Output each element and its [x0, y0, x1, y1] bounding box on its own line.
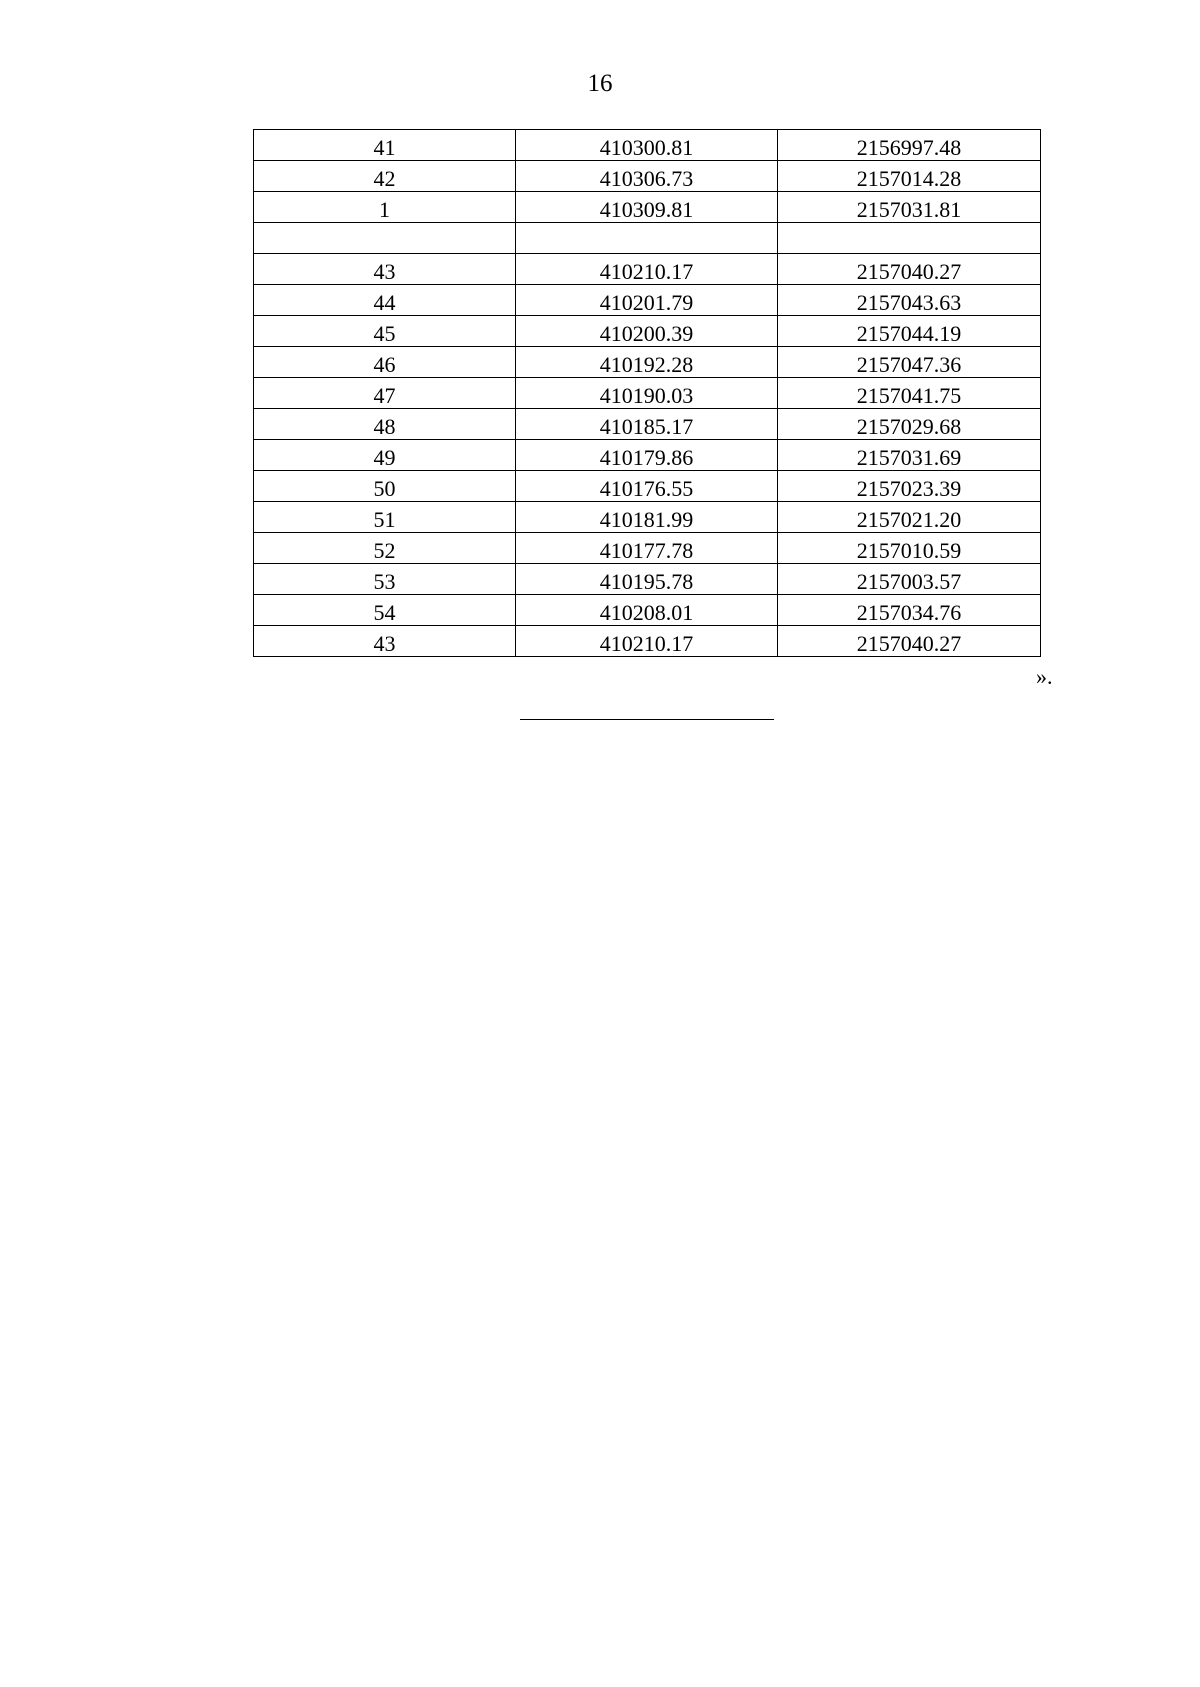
- table-row: [254, 130, 1041, 161]
- y-coordinate-cell: 2157021.20: [778, 502, 1041, 533]
- coordinates-table-body: [254, 130, 1041, 657]
- x-coordinate-cell: 410210.17: [516, 626, 778, 657]
- y-coordinate-cell: 2157003.57: [778, 564, 1041, 595]
- separator-line: [520, 719, 774, 720]
- y-coordinate-cell: 2157034.76: [778, 595, 1041, 626]
- x-coordinate-cell: 410176.55: [516, 471, 778, 502]
- x-coordinate-cell: 410306.73: [516, 161, 778, 192]
- table-row: [254, 161, 1041, 192]
- point-number-cell: 41: [254, 130, 516, 161]
- y-coordinate-cell: 2157029.68: [778, 409, 1041, 440]
- table-row: [254, 564, 1041, 595]
- table-row: [254, 626, 1041, 657]
- x-coordinate-cell: 410309.81: [516, 192, 778, 223]
- page-number: 16: [587, 70, 613, 97]
- y-coordinate-cell: 2157047.36: [778, 347, 1041, 378]
- x-coordinate-cell: 410192.28: [516, 347, 778, 378]
- x-coordinate-cell: 410190.03: [516, 378, 778, 409]
- table-row: [254, 533, 1041, 564]
- point-number-cell: 46: [254, 347, 516, 378]
- point-number-cell: 53: [254, 564, 516, 595]
- x-coordinate-cell: 410200.39: [516, 316, 778, 347]
- y-coordinate-cell: 2157040.27: [778, 626, 1041, 657]
- table-row-empty: [254, 223, 1041, 254]
- y-coordinate-cell: 2156997.48: [778, 130, 1041, 161]
- x-coordinate-cell: [516, 223, 778, 254]
- x-coordinate-cell: 410300.81: [516, 130, 778, 161]
- table-row: [254, 409, 1041, 440]
- point-number-cell: 43: [254, 254, 516, 285]
- point-number-cell: 47: [254, 378, 516, 409]
- x-coordinate-cell: 410185.17: [516, 409, 778, 440]
- x-coordinate-cell: 410177.78: [516, 533, 778, 564]
- y-coordinate-cell: 2157023.39: [778, 471, 1041, 502]
- coordinates-table: [253, 129, 1041, 657]
- table-row: [254, 471, 1041, 502]
- y-coordinate-cell: 2157031.69: [778, 440, 1041, 471]
- y-coordinate-cell: 2157014.28: [778, 161, 1041, 192]
- y-coordinate-cell: 2157040.27: [778, 254, 1041, 285]
- x-coordinate-cell: 410181.99: [516, 502, 778, 533]
- y-coordinate-cell: 2157041.75: [778, 378, 1041, 409]
- table-row: [254, 192, 1041, 223]
- point-number-cell: [254, 223, 516, 254]
- x-coordinate-cell: 410210.17: [516, 254, 778, 285]
- y-coordinate-cell: 2157044.19: [778, 316, 1041, 347]
- point-number-cell: 50: [254, 471, 516, 502]
- point-number-cell: 49: [254, 440, 516, 471]
- table-row: [254, 595, 1041, 626]
- table-row: [254, 347, 1041, 378]
- point-number-cell: 43: [254, 626, 516, 657]
- x-coordinate-cell: 410195.78: [516, 564, 778, 595]
- table-row: [254, 440, 1041, 471]
- table-row: [254, 316, 1041, 347]
- point-number-cell: 51: [254, 502, 516, 533]
- table-row: [254, 254, 1041, 285]
- y-coordinate-cell: 2157031.81: [778, 192, 1041, 223]
- table-row: [254, 285, 1041, 316]
- table-row: [254, 502, 1041, 533]
- point-number-cell: 54: [254, 595, 516, 626]
- x-coordinate-cell: 410201.79: [516, 285, 778, 316]
- y-coordinate-cell: 2157043.63: [778, 285, 1041, 316]
- closing-quote-mark: ».: [1036, 664, 1053, 689]
- table-row: [254, 378, 1041, 409]
- x-coordinate-cell: 410179.86: [516, 440, 778, 471]
- point-number-cell: 1: [254, 192, 516, 223]
- y-coordinate-cell: [778, 223, 1041, 254]
- y-coordinate-cell: 2157010.59: [778, 533, 1041, 564]
- point-number-cell: 44: [254, 285, 516, 316]
- point-number-cell: 45: [254, 316, 516, 347]
- point-number-cell: 42: [254, 161, 516, 192]
- point-number-cell: 48: [254, 409, 516, 440]
- point-number-cell: 52: [254, 533, 516, 564]
- x-coordinate-cell: 410208.01: [516, 595, 778, 626]
